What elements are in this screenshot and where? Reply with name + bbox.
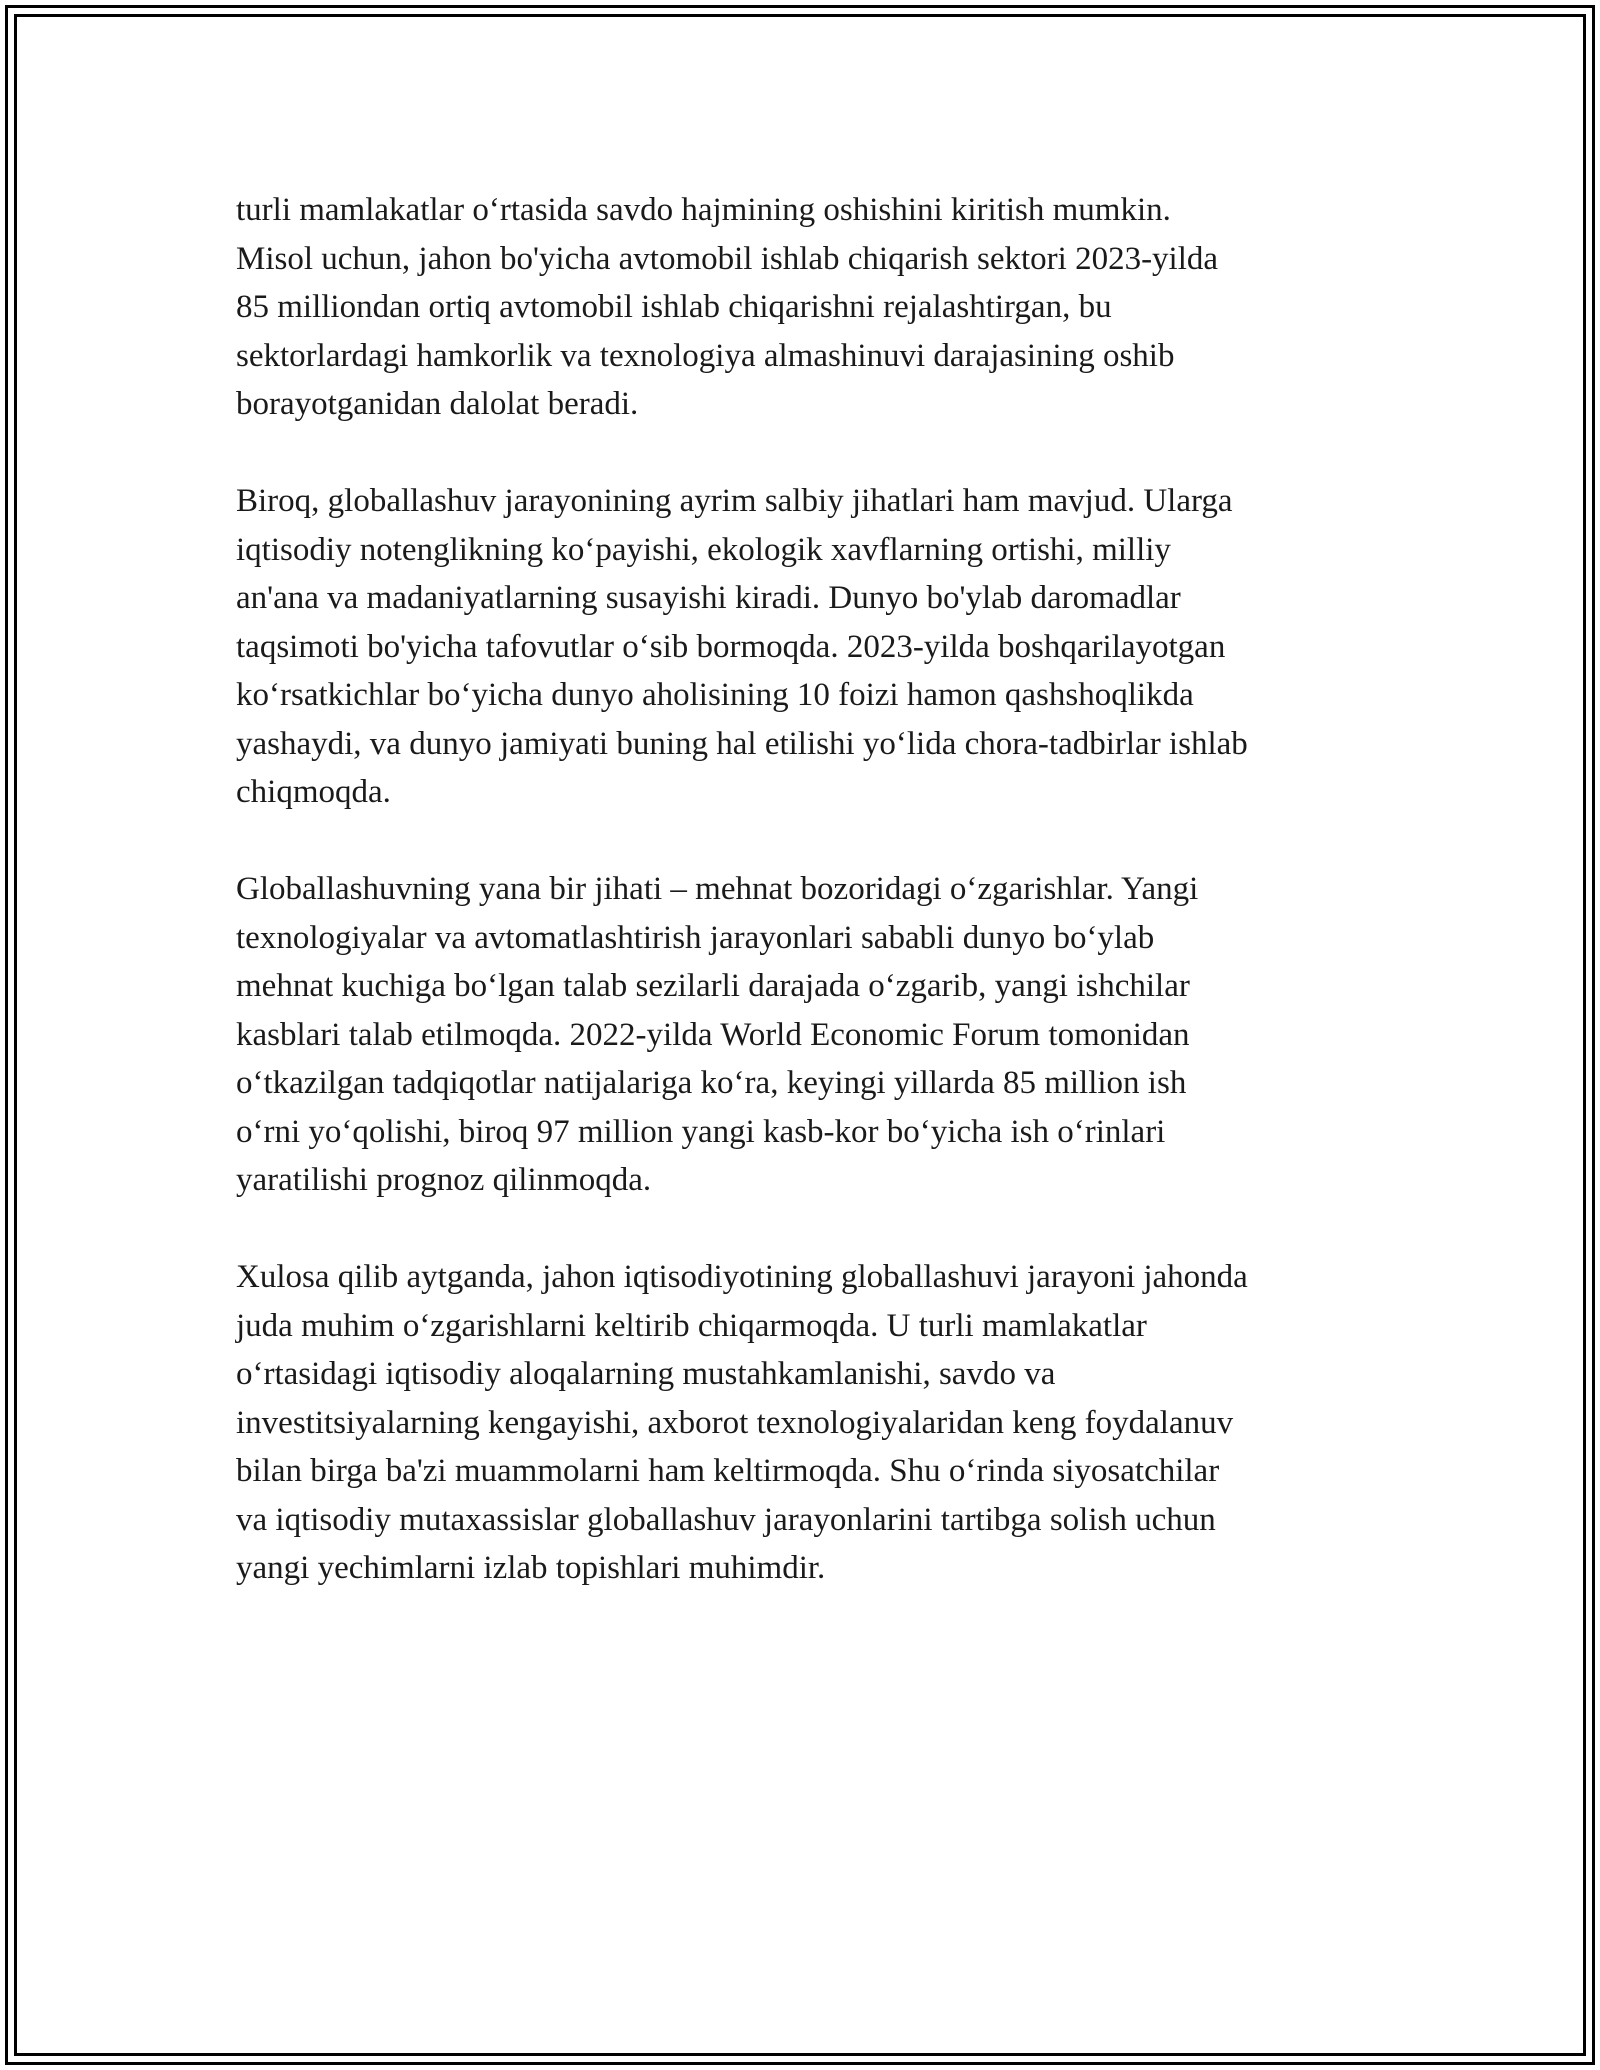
text-line: Biroq, globallashuv jarayonining ayrim salbiy jihatlari ham mavjud. Ularga: [236, 483, 1233, 519]
text-line: o‘rni yo‘qolishi, biroq 97 million yangi kasb-kor bo‘yicha ish o‘rinlari: [236, 1113, 1166, 1150]
text-line: an'ana va madaniyatlarning susayishi kiradi. Dunyo bo'ylab daromadlar: [236, 580, 1181, 616]
text-line: yaratilishi prognoz qilinmoqda.: [236, 1162, 652, 1198]
text-line: mehnat kuchiga bo‘lgan talab sezilarli darajada o‘zgarib, yangi ishchilar: [236, 968, 1190, 1004]
text-line: kasblari talab etilmoqda. 2022-yilda World Economic Forum tomonidan: [236, 1016, 1190, 1053]
text-line: o‘rtasidagi iqtisodiy aloqalarning mustahkamlanishi, savdo va: [236, 1356, 1056, 1392]
text-line: va iqtisodiy mutaxassislar globallashuv jarayonlarini tartibga solish uchun: [236, 1501, 1216, 1538]
text-line: ko‘rsatkichlar bo‘yicha dunyo aholisining 10 foizi hamon qashshoqlikda: [236, 677, 1194, 713]
paragraph-labor-market: [236, 865, 1376, 1205]
document-body: [236, 186, 1376, 1641]
paragraph-negative-aspects: [236, 477, 1376, 817]
text-line: iqtisodiy notenglikning ko‘payishi, ekologik xavflarning ortishi, milliy: [236, 531, 1171, 568]
text-line: chiqmoqda.: [236, 774, 391, 810]
text-line: o‘tkazilgan tadqiqotlar natijalariga ko‘ra, keyingi yillarda 85 million ish: [236, 1065, 1187, 1101]
text-line: borayotganidan dalolat beradi.: [236, 386, 639, 422]
text-line: sektorlardagi hamkorlik va texnologiya almashinuvi darajasining oshib: [236, 337, 1175, 374]
text-line: Misol uchun, jahon bo'yicha avtomobil ishlab chiqarish sektori 2023-yilda: [236, 240, 1219, 277]
paragraph-trade-growth: [236, 186, 1376, 429]
text-line: Xulosa qilib aytganda, jahon iqtisodiyotining globallashuvi jarayoni jahonda: [236, 1259, 1248, 1295]
text-line: turli mamlakatlar o‘rtasida savdo hajmining oshishini kiritish mumkin.: [236, 192, 1171, 228]
text-line: yashaydi, va dunyo jamiyati buning hal etilishi yo‘lida chora-tadbirlar ishlab: [236, 725, 1248, 762]
text-line: Globallashuvning yana bir jihati – mehnat bozoridagi o‘zgarishlar. Yangi: [236, 871, 1199, 907]
text-line: juda muhim o‘zgarishlarni keltirib chiqarmoqda. U turli mamlakatlar: [236, 1307, 1147, 1344]
text-line: bilan birga ba'zi muammolarni ham keltirmoqda. Shu o‘rinda siyosatchilar: [236, 1453, 1220, 1489]
text-line: texnologiyalar va avtomatlashtirish jarayonlari sababli dunyo bo‘ylab: [236, 919, 1155, 956]
paragraph-conclusion: [236, 1253, 1376, 1593]
text-line: investitsiyalarning kengayishi, axborot texnologiyalaridan keng foydalanuv: [236, 1404, 1234, 1441]
text-line: 85 milliondan ortiq avtomobil ishlab chiqarishni rejalashtirgan, bu: [236, 289, 1112, 325]
text-line: taqsimoti bo'yicha tafovutlar o‘sib bormoqda. 2023-yilda boshqarilayotgan: [236, 628, 1226, 665]
text-line: yangi yechimlarni izlab topishlari muhimdir.: [236, 1550, 826, 1586]
